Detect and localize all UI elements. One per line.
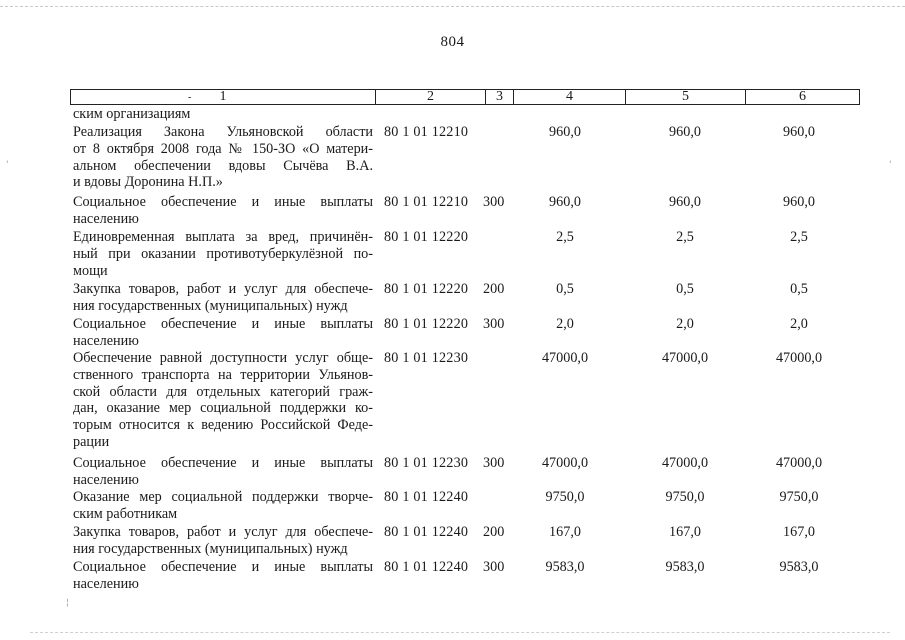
row-value-col5: 0,5 <box>676 281 694 297</box>
row-name-line: ственного транспорта на территории Ульянов- <box>73 366 373 383</box>
row-name <box>73 281 373 315</box>
row-code: 80 1 01 12220 <box>384 316 469 332</box>
page-number: 804 <box>440 34 465 50</box>
header-tick: - <box>188 92 192 103</box>
header-col-1: 1 <box>70 90 375 104</box>
row-name <box>73 524 373 558</box>
row-code: 80 1 01 12240 <box>384 489 469 505</box>
row-value-col6: 167,0 <box>783 524 815 540</box>
row-value-col6: 9750,0 <box>779 489 819 505</box>
row-name-line: и вдовы Доронина Н.П.» <box>73 174 223 191</box>
row-name <box>73 559 373 593</box>
row-name-line: ской области для отдельных категорий граж- <box>73 383 373 400</box>
row-name-line: дан, оказание мер социальной поддержки ко- <box>73 400 373 417</box>
row-name-line: Социальное обеспечение и иные выплаты <box>73 194 373 210</box>
row-value-col6: 9583,0 <box>779 559 819 575</box>
row-value-col6: 0,5 <box>790 281 808 297</box>
row-value-col4: 2,5 <box>556 229 574 245</box>
row-value-col6: 960,0 <box>783 124 815 140</box>
row-value-col4: 0,5 <box>556 281 574 297</box>
row-name-line: ния государственных (муниципальных) нужд <box>73 540 348 557</box>
row-value-col4: 47000,0 <box>541 455 589 471</box>
row-value-col5: 47000,0 <box>661 455 709 471</box>
scan-edge-top <box>0 6 905 7</box>
row-value-col6: 47000,0 <box>775 350 823 366</box>
scan-margin-mark: ¦ <box>66 598 70 608</box>
row-expense-type: 200 <box>483 281 505 297</box>
row-code: 80 1 01 12210 <box>384 194 469 210</box>
header-col-6: 6 <box>745 90 860 104</box>
row-name <box>73 229 373 279</box>
row-value-col4: 167,0 <box>549 524 581 540</box>
row-expense-type: 300 <box>483 316 505 332</box>
row-expense-type: 300 <box>483 455 505 471</box>
row-name <box>73 106 373 123</box>
row-expense-type: 300 <box>483 559 505 575</box>
row-value-col4: 960,0 <box>549 194 581 210</box>
row-code: 80 1 01 12240 <box>384 524 469 540</box>
row-value-col5: 47000,0 <box>661 350 709 366</box>
row-name <box>73 455 373 489</box>
row-value-col5: 9750,0 <box>665 489 705 505</box>
row-name <box>73 194 373 228</box>
row-value-col6: 2,5 <box>790 229 808 245</box>
row-value-col6: 960,0 <box>783 194 815 210</box>
row-code: 80 1 01 12230 <box>384 455 469 471</box>
scan-margin-mark: ' <box>889 160 892 170</box>
row-name-line: Оказание мер социальной поддержки творче- <box>73 489 373 505</box>
row-name-line: Социальное обеспечение и иные выплаты <box>73 559 373 575</box>
row-name-line: мощи <box>73 262 108 279</box>
row-name-line: населению <box>73 471 139 488</box>
row-name <box>73 316 373 350</box>
row-name-line: альном обеспечении вдовы Сычёва В.А. <box>73 157 373 174</box>
row-name-line: Социальное обеспечение и иные выплаты <box>73 455 373 471</box>
row-name-line: Закупка товаров, работ и услуг для обеспече- <box>73 281 373 297</box>
row-name-line: ный при оказании противотуберкулёзной по- <box>73 245 373 262</box>
row-name-line: рации <box>73 433 110 450</box>
row-name <box>73 350 373 451</box>
row-name-line: Единовременная выплата за вред, причинён- <box>73 229 373 245</box>
row-name-line: торым относится к ведению Российской Феде- <box>73 417 373 434</box>
row-name-line: населению <box>73 210 139 227</box>
row-name-line: Социальное обеспечение и иные выплаты <box>73 316 373 332</box>
row-value-col5: 2,0 <box>676 316 694 332</box>
row-name-line: ния государственных (муниципальных) нужд <box>73 297 348 314</box>
scan-margin-mark: ' <box>6 160 9 170</box>
row-value-col6: 2,0 <box>790 316 808 332</box>
row-name-line: Реализация Закона Ульяновской области <box>73 124 373 140</box>
row-name <box>73 124 373 191</box>
row-value-col5: 2,5 <box>676 229 694 245</box>
row-name-line: ским организациям <box>73 106 191 122</box>
row-value-col5: 167,0 <box>669 524 701 540</box>
row-name-line: ским работникам <box>73 505 178 522</box>
row-code: 80 1 01 12220 <box>384 281 469 297</box>
row-code: 80 1 01 12240 <box>384 559 469 575</box>
header-col-3: 3 <box>485 90 513 104</box>
row-value-col4: 960,0 <box>549 124 581 140</box>
scan-edge-bottom <box>30 632 890 633</box>
row-name-line: Обеспечение равной доступности услуг обще- <box>73 350 373 366</box>
row-name-line: населению <box>73 332 139 349</box>
row-value-col4: 47000,0 <box>541 350 589 366</box>
row-code: 80 1 01 12230 <box>384 350 469 366</box>
row-value-col5: 9583,0 <box>665 559 705 575</box>
row-code: 80 1 01 12210 <box>384 124 469 140</box>
row-value-col6: 47000,0 <box>775 455 823 471</box>
header-col-4: 4 <box>513 90 625 104</box>
row-value-col4: 9750,0 <box>545 489 585 505</box>
row-expense-type: 300 <box>483 194 505 210</box>
row-name <box>73 489 373 523</box>
row-expense-type: 200 <box>483 524 505 540</box>
table-header <box>70 89 860 105</box>
row-value-col5: 960,0 <box>669 194 701 210</box>
row-name-line: Закупка товаров, работ и услуг для обеспече- <box>73 524 373 540</box>
header-col-5: 5 <box>625 90 745 104</box>
row-value-col4: 2,0 <box>556 316 574 332</box>
row-name-line: от 8 октября 2008 года № 150-ЗО «О матери- <box>73 140 373 157</box>
row-name-line: населению <box>73 575 139 592</box>
row-value-col4: 9583,0 <box>545 559 585 575</box>
header-col-2: 2 <box>375 90 485 104</box>
row-value-col5: 960,0 <box>669 124 701 140</box>
row-code: 80 1 01 12220 <box>384 229 469 245</box>
